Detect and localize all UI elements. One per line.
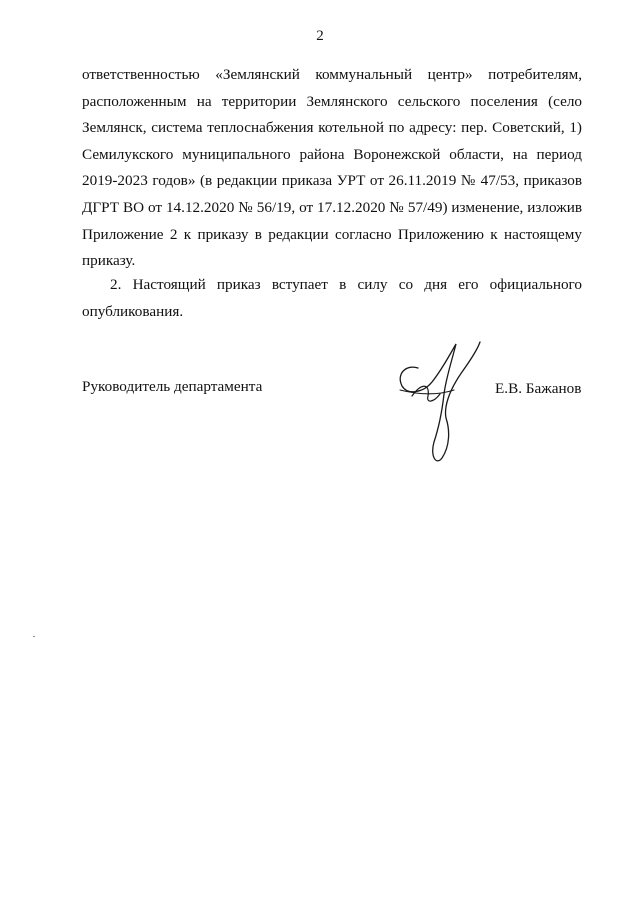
paragraph-1-line: 2019-2023 годов» (в редакции приказа УРТ от 26.11.2019 № 47/53, приказов	[82, 172, 582, 190]
paragraph-1-line: Приложение 2 к приказу в редакции согласно Приложению к настоящему	[82, 225, 582, 243]
handwritten-signature	[388, 338, 492, 468]
paragraph-1-line: приказу.	[82, 252, 136, 270]
paragraph-1-line: расположенным на территории Землянского сельского поселения (село	[82, 92, 582, 110]
paragraph-1-line: ДГРТ ВО от 14.12.2020 № 56/19, от 17.12.2020 № 57/49) изменение, изложив	[82, 198, 582, 216]
signer-name: Е.В. Бажанов	[495, 380, 582, 397]
paragraph-1-line: Семилукского муниципального района Воронежской области, на период	[82, 145, 582, 163]
scan-speck	[33, 636, 35, 637]
paragraph-2-line: опубликования.	[82, 302, 184, 320]
page-number: 2	[316, 28, 324, 44]
paragraph-2	[82, 272, 582, 325]
paragraph-1	[82, 62, 582, 275]
paragraph-1-line: Землянск, система теплоснабжения котельной по адресу: пер. Советский, 1)	[82, 119, 582, 137]
paragraph-2-line: 2. Настоящий приказ вступает в силу со дня его официального	[110, 276, 582, 293]
signer-title: Руководитель департамента	[82, 378, 263, 395]
paragraph-1-line: ответственностью «Землянский коммунальный центр» потребителям,	[82, 66, 582, 83]
